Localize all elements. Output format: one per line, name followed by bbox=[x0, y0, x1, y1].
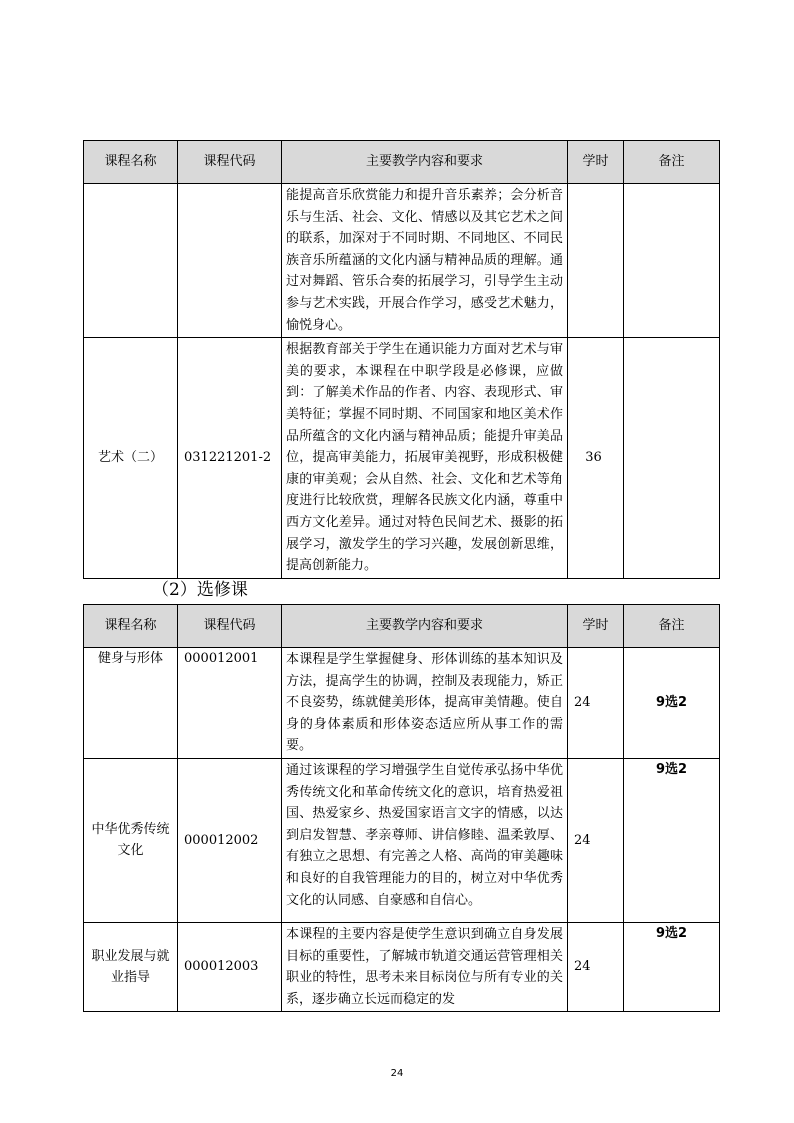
course-name-cell bbox=[84, 184, 178, 338]
header-course-code: 课程代码 bbox=[178, 141, 282, 184]
course-hours-cell: 24 bbox=[568, 758, 624, 922]
header-note: 备注 bbox=[624, 141, 720, 184]
course-code-cell bbox=[178, 184, 282, 338]
course-name-cell: 中华优秀传统文化 bbox=[84, 758, 178, 922]
table-row bbox=[84, 648, 720, 759]
course-note-cell: 9选2 bbox=[624, 758, 720, 922]
table-row bbox=[84, 338, 720, 579]
header-course-code: 课程代码 bbox=[178, 605, 282, 648]
course-content-cell: 本课程是学生掌握健身、形体训练的基本知识及方法，提高学生的协调，控制及表现能力，矫正不良姿势，练就健美形体，提高审美情趣。使自身的身体素质和形体姿态适应所从事工作的需要。 bbox=[282, 648, 568, 759]
course-note-cell bbox=[624, 338, 720, 579]
table-row bbox=[84, 922, 720, 1011]
course-content-cell: 通过该课程的学习增强学生自觉传承弘扬中华优秀传统文化和革命传统文化的意识，培育热爱祖国、热爱家乡、热爱国家语言文字的情感，以达到启发智慧、孝亲尊师、讲信修睦、温柔敦厚、有独立之思想、有完善之人格、高尚的审美趣味和良好的自我管理能力的目的，树立对中华优秀文化的认同感、自豪感和自信心。 bbox=[282, 758, 568, 922]
header-note: 备注 bbox=[624, 605, 720, 648]
course-code-cell: 000012001 bbox=[178, 648, 282, 759]
course-content-cell: 本课程的主要内容是使学生意识到确立自身发展目标的重要性，了解城市轨道交通运营管理相关职业的特性，思考未来目标岗位与所有专业的关系，逐步确立长远而稳定的发 bbox=[282, 922, 568, 1011]
course-note-cell bbox=[624, 184, 720, 338]
header-course-name: 课程名称 bbox=[84, 605, 178, 648]
table-header-row bbox=[84, 605, 720, 648]
header-hours: 学时 bbox=[568, 605, 624, 648]
header-course-name: 课程名称 bbox=[84, 141, 178, 184]
course-hours-cell: 24 bbox=[568, 922, 624, 1011]
course-hours-cell: 36 bbox=[568, 338, 624, 579]
course-code-cell: 000012003 bbox=[178, 922, 282, 1011]
course-name-cell: 艺术（二） bbox=[84, 338, 178, 579]
required-courses-table bbox=[83, 140, 720, 579]
course-name-cell: 健身与形体 bbox=[84, 648, 178, 759]
header-content: 主要教学内容和要求 bbox=[282, 141, 568, 184]
course-content-cell: 根据教育部关于学生在通识能力方面对艺术与审美的要求，本课程在中职学段是必修课，应做到：了解美术作品的作者、内容、表现形式、审美特征；掌握不同时期、不同国家和地区美术作品所蕴含的文化内涵与精神品质；能提升审美品位，提高审美能力，拓展审美视野，形成积极健康的审美观；会从自然、社会、文化和艺术等角度进行比较欣赏，理解各民族文化内涵，尊重中西方文化差异。通过对特色民间艺术、摄影的拓展学习，激发学生的学习兴趣，发展创新思维，提高创新能力。 bbox=[282, 338, 568, 579]
header-hours: 学时 bbox=[568, 141, 624, 184]
course-note-cell: 9选2 bbox=[624, 648, 720, 759]
course-name-cell: 职业发展与就业指导 bbox=[84, 922, 178, 1011]
course-hours-cell bbox=[568, 184, 624, 338]
header-content: 主要教学内容和要求 bbox=[282, 605, 568, 648]
section-title: （2）选修课 bbox=[152, 580, 248, 600]
course-content-cell: 能提高音乐欣赏能力和提升音乐素养；会分析音乐与生活、社会、文化、情感以及其它艺术之间的联系，加深对于不同时期、不同地区、不同民族音乐所蕴涵的文化内涵与精神品质的理解。通过对舞蹈、管乐合奏的拓展学习，引导学生主动参与艺术实践，开展合作学习，感受艺术魅力，愉悦身心。 bbox=[282, 184, 568, 338]
course-note-cell: 9选2 bbox=[624, 922, 720, 1011]
page-number: 24 bbox=[390, 1068, 404, 1079]
course-code-cell: 031221201-2 bbox=[178, 338, 282, 579]
table-header-row bbox=[84, 141, 720, 184]
table-row bbox=[84, 184, 720, 338]
course-code-cell: 000012002 bbox=[178, 758, 282, 922]
course-hours-cell: 24 bbox=[568, 648, 624, 759]
table-row bbox=[84, 758, 720, 922]
elective-courses-table bbox=[83, 604, 720, 1012]
